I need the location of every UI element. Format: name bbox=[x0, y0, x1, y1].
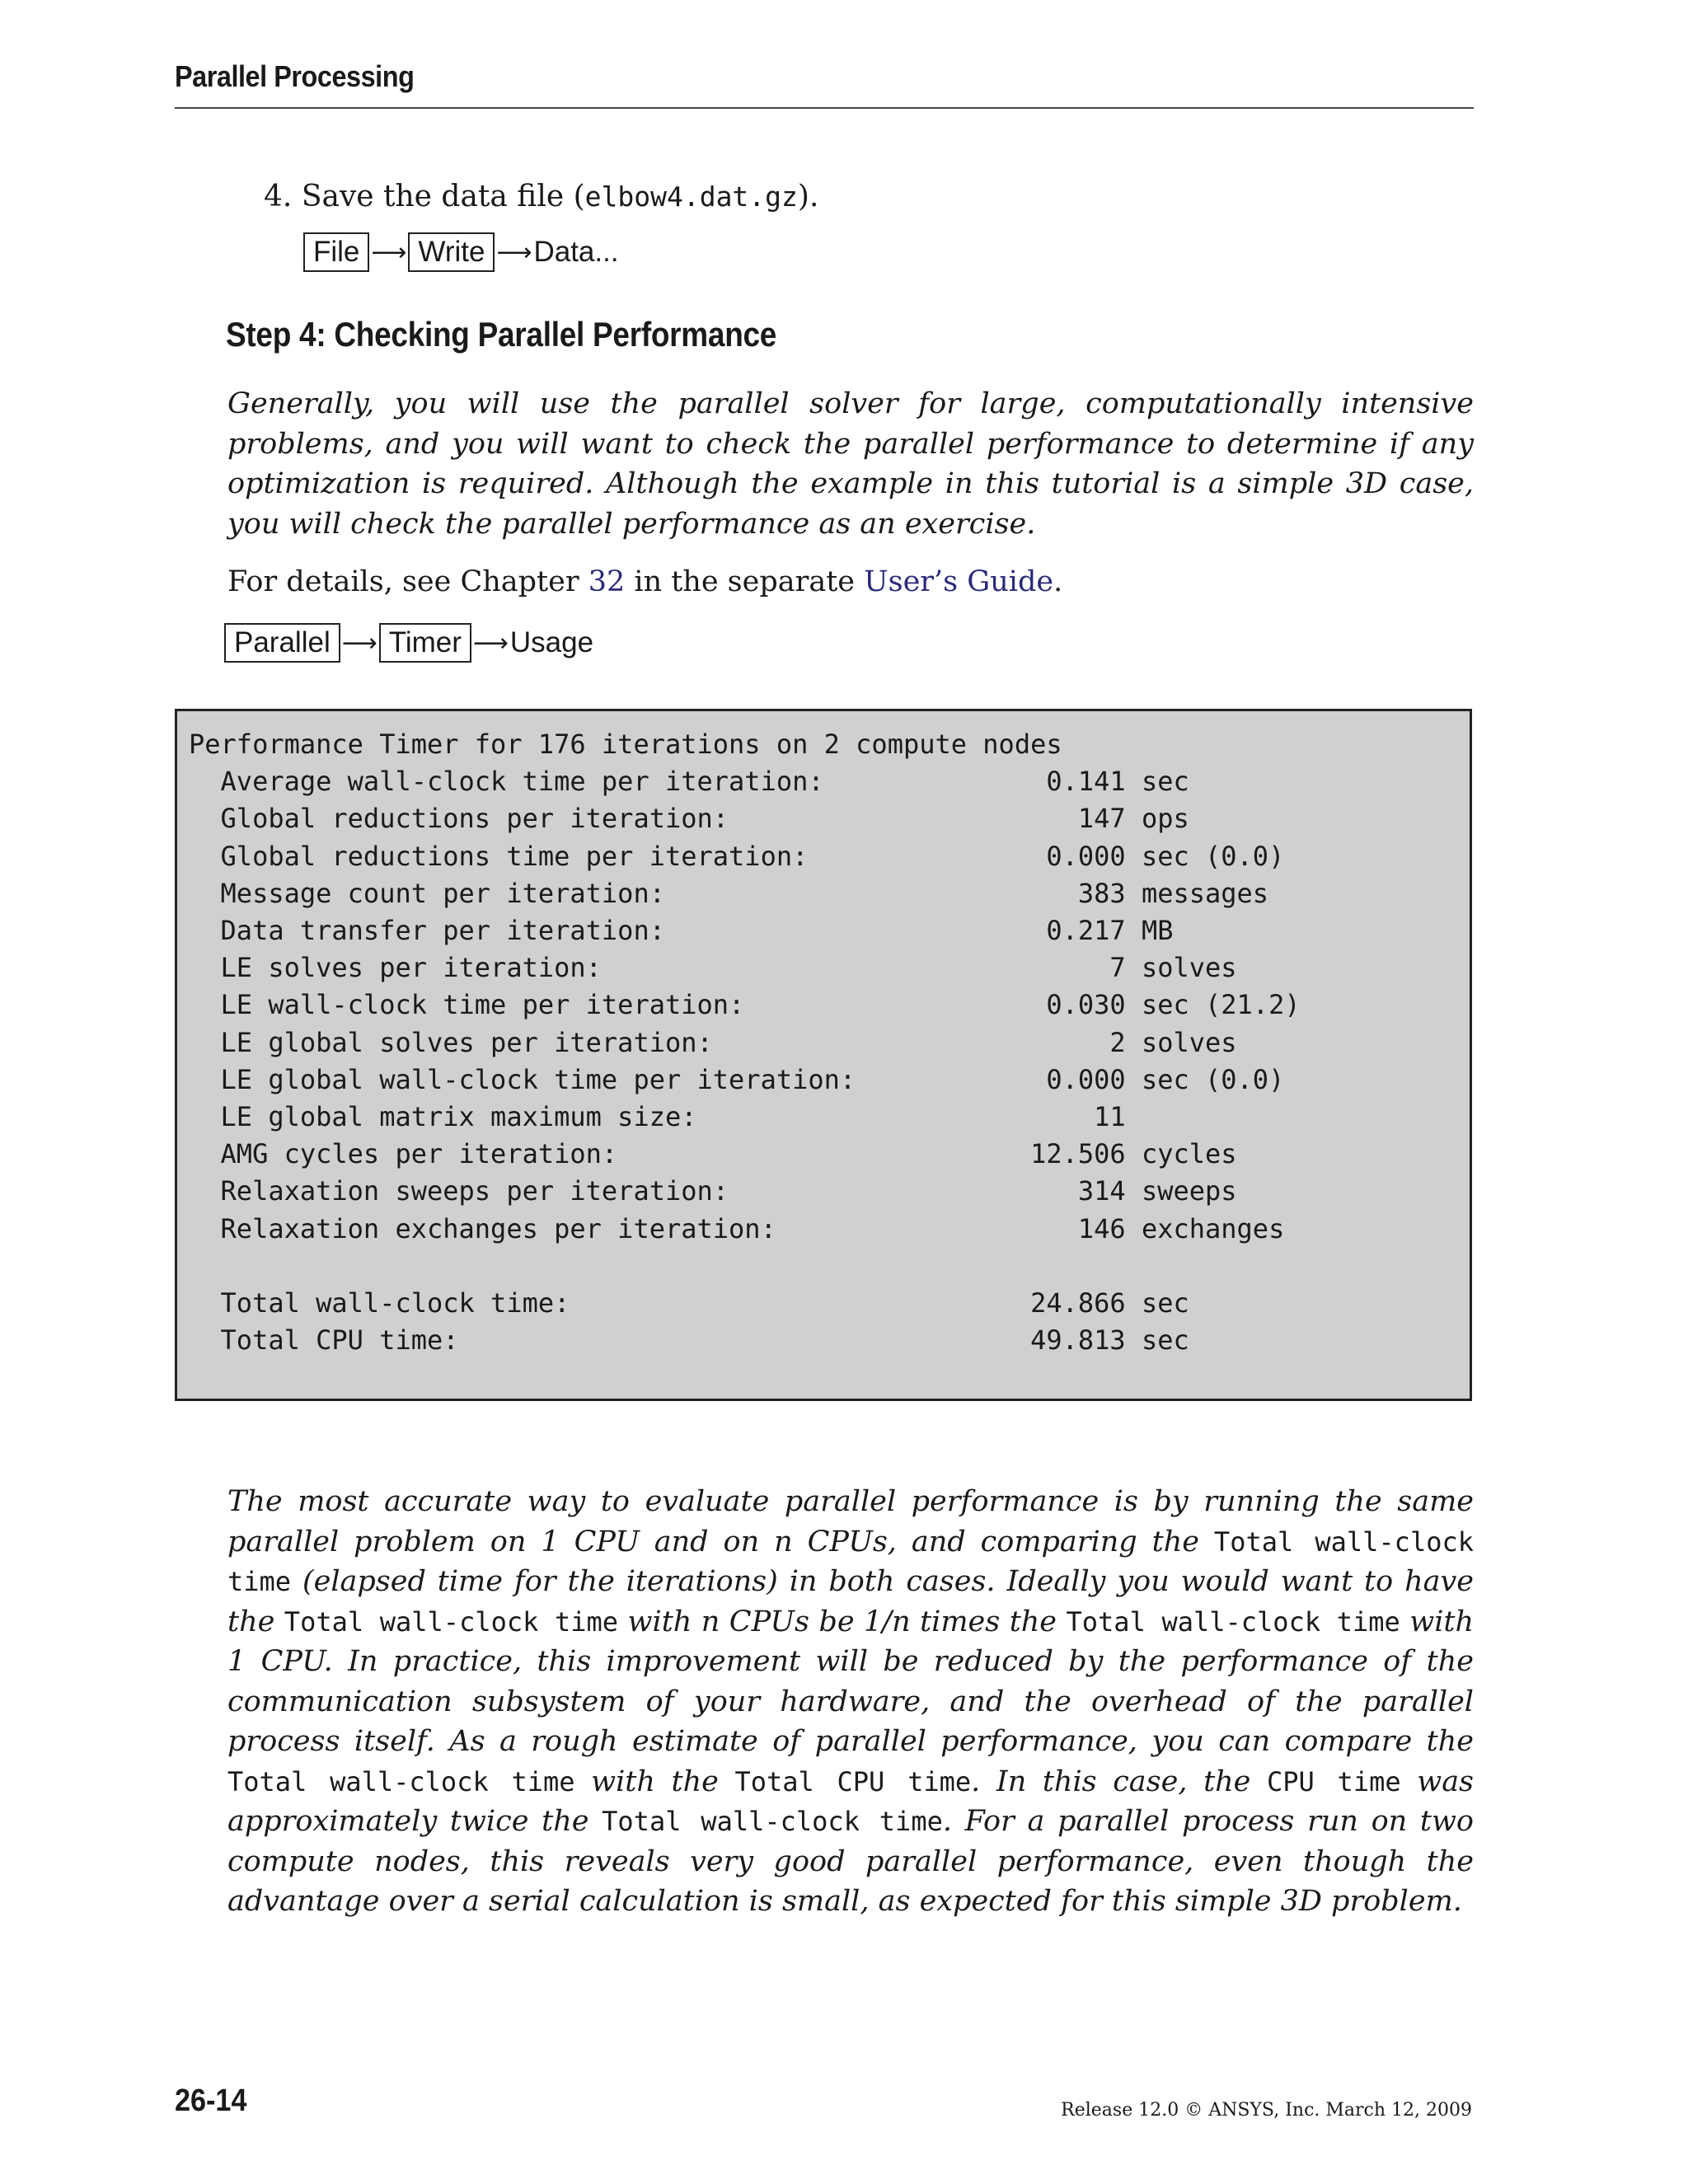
closing-text: (elapsed time for the iterations) in both cases. Ideally you would want to have the bbox=[227, 1565, 1474, 1638]
step-number: 4. bbox=[264, 180, 293, 213]
running-head: Parallel Processing bbox=[175, 59, 415, 93]
terminal-line: Performance Timer for 176 iterations on 2 compute nodes bbox=[189, 729, 1062, 760]
terminal-line: Average wall-clock time per iteration: 0.141 sec bbox=[189, 766, 1189, 798]
closing-text: . For a parallel process run on two compute nodes, this reveals very good parallel performance, even though the advantage over a serial calculation is small, as expected for this simple 3D problem. bbox=[227, 1805, 1474, 1918]
code-cpu-time: CPU time bbox=[1267, 1765, 1401, 1797]
step-text-after: ). bbox=[797, 180, 819, 213]
terminal-line: Relaxation exchanges per iteration: 146 exchanges bbox=[189, 1212, 1285, 1244]
menu-path-file-write-data bbox=[303, 232, 619, 272]
menu-parallel-button[interactable]: Parallel bbox=[224, 623, 340, 663]
details-middle: in the separate bbox=[625, 565, 865, 598]
arrow-icon: ⟶ bbox=[472, 628, 509, 658]
details-line bbox=[227, 562, 1474, 602]
users-guide-link[interactable]: User’s Guide bbox=[864, 565, 1054, 598]
step-text-before: Save the data file ( bbox=[301, 180, 585, 213]
details-before: For details, see Chapter bbox=[227, 565, 588, 598]
terminal-line: Global reductions time per iteration: 0.000 sec (0.0) bbox=[189, 840, 1285, 872]
terminal-line: Relaxation sweeps per iteration: 314 sweeps bbox=[189, 1175, 1237, 1207]
step-4-save-data bbox=[264, 180, 818, 213]
closing-paragraph bbox=[227, 1482, 1474, 1922]
menu-file-button[interactable]: File bbox=[303, 232, 369, 272]
closing-text: with 1 CPU. In practice, this improvement will be reduced by the performance of the communication subsystem of your hardware, and the overhead of the parallel process itself. As a rough estimate of parallel performance, you can compare the bbox=[227, 1605, 1475, 1758]
terminal-line: Message count per iteration: 383 messages bbox=[189, 877, 1269, 909]
code-total-wall-clock: Total wall-clock time bbox=[1066, 1605, 1400, 1638]
header-rule bbox=[175, 107, 1474, 109]
terminal-line: Total CPU time: 49.813 sec bbox=[189, 1324, 1189, 1357]
details-after: . bbox=[1053, 565, 1063, 598]
terminal-line: LE wall-clock time per iteration: 0.030 sec (21.2) bbox=[189, 989, 1301, 1021]
menu-timer-button[interactable]: Timer bbox=[379, 623, 471, 663]
terminal-line: LE solves per iteration: 7 solves bbox=[189, 952, 1237, 984]
code-total-wall-clock: Total wall-clock time bbox=[602, 1806, 943, 1837]
terminal-line: Data transfer per iteration: 0.217 MB bbox=[189, 915, 1174, 946]
code-total-wall-clock: Total wall-clock time bbox=[227, 1765, 575, 1797]
arrow-icon: ⟶ bbox=[371, 237, 407, 267]
page-number: 26-14 bbox=[175, 2083, 247, 2118]
intro-paragraph: Generally, you will use the parallel solver for large, computationally intensive problems, and you will want to check the parallel performance to determine if any optimization is required. Although the example in this tutorial is a simple 3D case, you will check the parallel performance as an exercise. bbox=[227, 387, 1474, 541]
menu-write-button[interactable]: Write bbox=[408, 232, 495, 272]
menu-data-item[interactable]: Data... bbox=[533, 236, 619, 268]
code-total-cpu-time: Total CPU time bbox=[734, 1765, 972, 1797]
closing-text: with n CPUs be 1/n times the bbox=[618, 1605, 1067, 1638]
performance-timer-output bbox=[175, 709, 1472, 1401]
closing-text: with the bbox=[574, 1765, 735, 1798]
menu-path-parallel-timer-usage bbox=[224, 623, 593, 663]
code-total-wall-clock: Total wall-clock time bbox=[227, 1526, 1475, 1597]
code-total-wall-clock: Total wall-clock time bbox=[284, 1605, 619, 1638]
terminal-line: Global reductions per iteration: 147 ops bbox=[189, 803, 1189, 835]
terminal-line: LE global matrix maximum size: 11 bbox=[189, 1101, 1126, 1132]
arrow-icon: ⟶ bbox=[341, 628, 377, 658]
terminal-line: LE global solves per iteration: 2 solves bbox=[189, 1026, 1237, 1058]
closing-text: The most accurate way to evaluate parallel performance is by running the same parallel problem on 1 CPU and on n CPUs, and comparing the bbox=[227, 1485, 1474, 1558]
arrow-icon: ⟶ bbox=[496, 237, 532, 267]
chapter-link[interactable]: 32 bbox=[588, 565, 626, 598]
closing-text: . In this case, the bbox=[971, 1765, 1268, 1798]
section-title: Step 4: Checking Parallel Performance bbox=[226, 315, 777, 354]
menu-usage-item[interactable]: Usage bbox=[509, 626, 594, 658]
step-filename: elbow4.dat.gz bbox=[584, 180, 798, 213]
terminal-line: Total wall-clock time: 24.866 sec bbox=[189, 1287, 1189, 1319]
terminal-line: LE global wall-clock time per iteration: 0.000 sec (0.0) bbox=[189, 1063, 1285, 1095]
footer-release: Release 12.0 © ANSYS, Inc. March 12, 2009 bbox=[1061, 2100, 1472, 2121]
closing-text: was approximately twice the bbox=[227, 1765, 1475, 1838]
terminal-line: AMG cycles per iteration: 12.506 cycles bbox=[189, 1138, 1237, 1170]
